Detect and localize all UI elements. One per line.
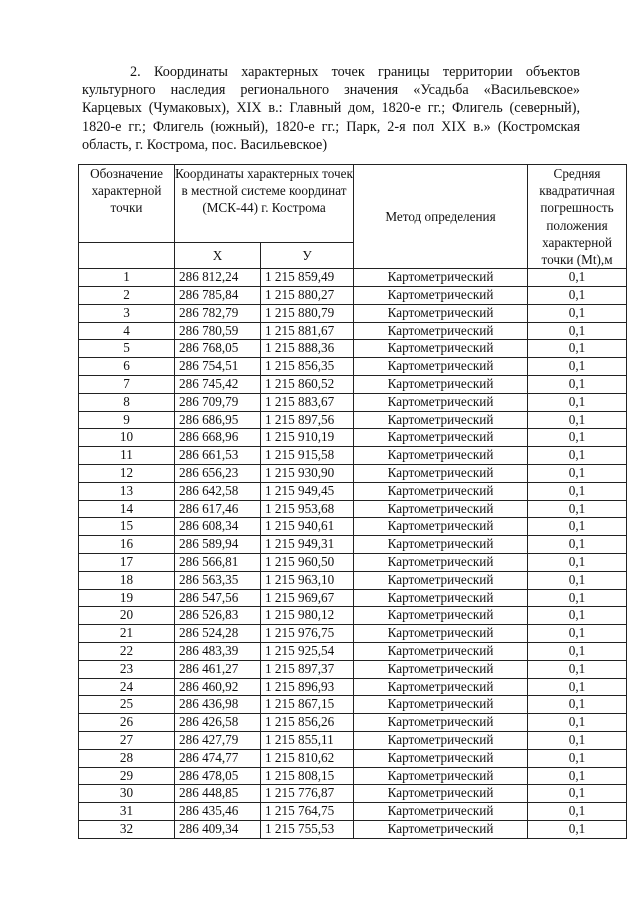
x-coordinate: 286 426,58 bbox=[175, 714, 261, 732]
table-row bbox=[79, 589, 627, 607]
x-coordinate: 286 661,53 bbox=[175, 447, 261, 465]
point-number: 5 bbox=[79, 340, 175, 358]
col-header-point-blank bbox=[79, 243, 175, 269]
table-row bbox=[79, 340, 627, 358]
method-cell: Картометрический bbox=[354, 358, 528, 376]
x-coordinate: 286 460,92 bbox=[175, 678, 261, 696]
method-cell: Картометрический bbox=[354, 625, 528, 643]
x-coordinate: 286 608,34 bbox=[175, 518, 261, 536]
method-cell: Картометрический bbox=[354, 269, 528, 287]
coordinates-table bbox=[78, 164, 627, 839]
col-header-y: У bbox=[261, 243, 354, 269]
point-number: 27 bbox=[79, 731, 175, 749]
error-cell: 0,1 bbox=[528, 482, 627, 500]
method-cell: Картометрический bbox=[354, 447, 528, 465]
table-row bbox=[79, 269, 627, 287]
table-row bbox=[79, 358, 627, 376]
method-cell: Картометрический bbox=[354, 393, 528, 411]
point-number: 2 bbox=[79, 287, 175, 305]
point-number: 20 bbox=[79, 607, 175, 625]
point-number: 24 bbox=[79, 678, 175, 696]
x-coordinate: 286 436,98 bbox=[175, 696, 261, 714]
method-cell: Картометрический bbox=[354, 464, 528, 482]
x-coordinate: 286 668,96 bbox=[175, 429, 261, 447]
x-coordinate: 286 656,23 bbox=[175, 464, 261, 482]
point-number: 32 bbox=[79, 820, 175, 838]
y-coordinate: 1 215 860,52 bbox=[261, 376, 354, 394]
error-cell: 0,1 bbox=[528, 714, 627, 732]
error-cell: 0,1 bbox=[528, 696, 627, 714]
point-number: 16 bbox=[79, 536, 175, 554]
x-coordinate: 286 435,46 bbox=[175, 803, 261, 821]
table-row bbox=[79, 304, 627, 322]
x-coordinate: 286 589,94 bbox=[175, 536, 261, 554]
point-number: 21 bbox=[79, 625, 175, 643]
error-cell: 0,1 bbox=[528, 625, 627, 643]
point-number: 15 bbox=[79, 518, 175, 536]
y-coordinate: 1 215 859,49 bbox=[261, 269, 354, 287]
method-cell: Картометрический bbox=[354, 749, 528, 767]
error-cell: 0,1 bbox=[528, 731, 627, 749]
y-coordinate: 1 215 940,61 bbox=[261, 518, 354, 536]
error-cell: 0,1 bbox=[528, 358, 627, 376]
error-cell: 0,1 bbox=[528, 589, 627, 607]
point-number: 29 bbox=[79, 767, 175, 785]
error-cell: 0,1 bbox=[528, 571, 627, 589]
x-coordinate: 286 524,28 bbox=[175, 625, 261, 643]
section-heading-text: 2. Координаты характерных точек границы территории объектов культурного наследия регионального значения «Усадьба «Васильевское» Карцевых (Чумаковых), XIX в.: Главный дом, 1820-е гг.; Флигель (северный), 1820-е гг.; Флигель (южный), 1820-е гг.; Парк, 2-я пол XIX в.» (Костромская область, г. Кострома, пос. Васильевское) bbox=[82, 64, 580, 153]
point-number: 28 bbox=[79, 749, 175, 767]
point-number: 8 bbox=[79, 393, 175, 411]
method-cell: Картометрический bbox=[354, 767, 528, 785]
y-coordinate: 1 215 808,15 bbox=[261, 767, 354, 785]
method-cell: Картометрический bbox=[354, 536, 528, 554]
point-number: 3 bbox=[79, 304, 175, 322]
y-coordinate: 1 215 883,67 bbox=[261, 393, 354, 411]
method-cell: Картометрический bbox=[354, 429, 528, 447]
x-coordinate: 286 782,79 bbox=[175, 304, 261, 322]
table-row bbox=[79, 607, 627, 625]
method-cell: Картометрический bbox=[354, 500, 528, 518]
table-row bbox=[79, 536, 627, 554]
error-cell: 0,1 bbox=[528, 607, 627, 625]
method-cell: Картометрический bbox=[354, 731, 528, 749]
point-number: 14 bbox=[79, 500, 175, 518]
point-number: 23 bbox=[79, 660, 175, 678]
section-heading bbox=[82, 63, 580, 154]
x-coordinate: 286 745,42 bbox=[175, 376, 261, 394]
x-coordinate: 286 617,46 bbox=[175, 500, 261, 518]
y-coordinate: 1 215 856,35 bbox=[261, 358, 354, 376]
method-cell: Картометрический bbox=[354, 803, 528, 821]
point-number: 9 bbox=[79, 411, 175, 429]
y-coordinate: 1 215 976,75 bbox=[261, 625, 354, 643]
x-coordinate: 286 709,79 bbox=[175, 393, 261, 411]
table-row bbox=[79, 429, 627, 447]
method-cell: Картометрический bbox=[354, 376, 528, 394]
x-coordinate: 286 483,39 bbox=[175, 642, 261, 660]
point-number: 18 bbox=[79, 571, 175, 589]
table-row bbox=[79, 785, 627, 803]
table-row bbox=[79, 696, 627, 714]
x-coordinate: 286 409,34 bbox=[175, 820, 261, 838]
y-coordinate: 1 215 880,79 bbox=[261, 304, 354, 322]
table-body bbox=[79, 269, 627, 839]
x-coordinate: 286 566,81 bbox=[175, 553, 261, 571]
y-coordinate: 1 215 896,93 bbox=[261, 678, 354, 696]
table-row bbox=[79, 731, 627, 749]
method-cell: Картометрический bbox=[354, 785, 528, 803]
table-row bbox=[79, 518, 627, 536]
x-coordinate: 286 563,35 bbox=[175, 571, 261, 589]
table-row bbox=[79, 749, 627, 767]
point-number: 22 bbox=[79, 642, 175, 660]
y-coordinate: 1 215 949,31 bbox=[261, 536, 354, 554]
error-cell: 0,1 bbox=[528, 749, 627, 767]
method-cell: Картометрический bbox=[354, 571, 528, 589]
x-coordinate: 286 780,59 bbox=[175, 322, 261, 340]
x-coordinate: 286 526,83 bbox=[175, 607, 261, 625]
y-coordinate: 1 215 915,58 bbox=[261, 447, 354, 465]
point-number: 4 bbox=[79, 322, 175, 340]
table-row bbox=[79, 447, 627, 465]
error-cell: 0,1 bbox=[528, 803, 627, 821]
table-row bbox=[79, 625, 627, 643]
error-cell: 0,1 bbox=[528, 500, 627, 518]
error-cell: 0,1 bbox=[528, 518, 627, 536]
y-coordinate: 1 215 888,36 bbox=[261, 340, 354, 358]
col-header-point: Обозначение характерной точки bbox=[79, 165, 175, 243]
error-cell: 0,1 bbox=[528, 767, 627, 785]
y-coordinate: 1 215 969,67 bbox=[261, 589, 354, 607]
table-row bbox=[79, 767, 627, 785]
y-coordinate: 1 215 776,87 bbox=[261, 785, 354, 803]
y-coordinate: 1 215 963,10 bbox=[261, 571, 354, 589]
y-coordinate: 1 215 867,15 bbox=[261, 696, 354, 714]
x-coordinate: 286 461,27 bbox=[175, 660, 261, 678]
x-coordinate: 286 812,24 bbox=[175, 269, 261, 287]
method-cell: Картометрический bbox=[354, 660, 528, 678]
table-row bbox=[79, 287, 627, 305]
table-row bbox=[79, 714, 627, 732]
x-coordinate: 286 427,79 bbox=[175, 731, 261, 749]
y-coordinate: 1 215 881,67 bbox=[261, 322, 354, 340]
point-number: 31 bbox=[79, 803, 175, 821]
point-number: 19 bbox=[79, 589, 175, 607]
table-row bbox=[79, 500, 627, 518]
point-number: 12 bbox=[79, 464, 175, 482]
error-cell: 0,1 bbox=[528, 393, 627, 411]
x-coordinate: 286 478,05 bbox=[175, 767, 261, 785]
col-header-x: Х bbox=[175, 243, 261, 269]
x-coordinate: 286 686,95 bbox=[175, 411, 261, 429]
y-coordinate: 1 215 764,75 bbox=[261, 803, 354, 821]
y-coordinate: 1 215 880,27 bbox=[261, 287, 354, 305]
error-cell: 0,1 bbox=[528, 376, 627, 394]
error-cell: 0,1 bbox=[528, 464, 627, 482]
table-row bbox=[79, 482, 627, 500]
x-coordinate: 286 642,58 bbox=[175, 482, 261, 500]
method-cell: Картометрический bbox=[354, 607, 528, 625]
error-cell: 0,1 bbox=[528, 429, 627, 447]
col-header-method: Метод определения bbox=[354, 165, 528, 269]
method-cell: Картометрический bbox=[354, 411, 528, 429]
error-cell: 0,1 bbox=[528, 660, 627, 678]
error-cell: 0,1 bbox=[528, 269, 627, 287]
method-cell: Картометрический bbox=[354, 589, 528, 607]
y-coordinate: 1 215 855,11 bbox=[261, 731, 354, 749]
table-row bbox=[79, 411, 627, 429]
table-row bbox=[79, 393, 627, 411]
error-cell: 0,1 bbox=[528, 340, 627, 358]
error-cell: 0,1 bbox=[528, 322, 627, 340]
method-cell: Картометрический bbox=[354, 553, 528, 571]
table-row bbox=[79, 464, 627, 482]
table-row bbox=[79, 820, 627, 838]
y-coordinate: 1 215 856,26 bbox=[261, 714, 354, 732]
point-number: 25 bbox=[79, 696, 175, 714]
y-coordinate: 1 215 810,62 bbox=[261, 749, 354, 767]
point-number: 13 bbox=[79, 482, 175, 500]
table-row bbox=[79, 571, 627, 589]
table-row bbox=[79, 678, 627, 696]
method-cell: Картометрический bbox=[354, 820, 528, 838]
method-cell: Картометрический bbox=[354, 642, 528, 660]
y-coordinate: 1 215 980,12 bbox=[261, 607, 354, 625]
method-cell: Картометрический bbox=[354, 678, 528, 696]
x-coordinate: 286 785,84 bbox=[175, 287, 261, 305]
x-coordinate: 286 754,51 bbox=[175, 358, 261, 376]
error-cell: 0,1 bbox=[528, 287, 627, 305]
method-cell: Картометрический bbox=[354, 340, 528, 358]
table-row bbox=[79, 660, 627, 678]
x-coordinate: 286 768,05 bbox=[175, 340, 261, 358]
method-cell: Картометрический bbox=[354, 304, 528, 322]
col-header-error: Средняя квадратичная погрешность положения характерной точки (Mt),м bbox=[528, 165, 627, 269]
point-number: 26 bbox=[79, 714, 175, 732]
method-cell: Картометрический bbox=[354, 322, 528, 340]
error-cell: 0,1 bbox=[528, 642, 627, 660]
error-cell: 0,1 bbox=[528, 553, 627, 571]
method-cell: Картометрический bbox=[354, 696, 528, 714]
table-row bbox=[79, 553, 627, 571]
y-coordinate: 1 215 925,54 bbox=[261, 642, 354, 660]
error-cell: 0,1 bbox=[528, 820, 627, 838]
y-coordinate: 1 215 953,68 bbox=[261, 500, 354, 518]
point-number: 11 bbox=[79, 447, 175, 465]
table-row bbox=[79, 376, 627, 394]
x-coordinate: 286 474,77 bbox=[175, 749, 261, 767]
table-row bbox=[79, 803, 627, 821]
y-coordinate: 1 215 897,37 bbox=[261, 660, 354, 678]
method-cell: Картометрический bbox=[354, 482, 528, 500]
point-number: 7 bbox=[79, 376, 175, 394]
error-cell: 0,1 bbox=[528, 678, 627, 696]
point-number: 17 bbox=[79, 553, 175, 571]
point-number: 10 bbox=[79, 429, 175, 447]
method-cell: Картометрический bbox=[354, 518, 528, 536]
error-cell: 0,1 bbox=[528, 536, 627, 554]
error-cell: 0,1 bbox=[528, 447, 627, 465]
y-coordinate: 1 215 930,90 bbox=[261, 464, 354, 482]
table-row bbox=[79, 642, 627, 660]
error-cell: 0,1 bbox=[528, 304, 627, 322]
table-row bbox=[79, 322, 627, 340]
x-coordinate: 286 448,85 bbox=[175, 785, 261, 803]
error-cell: 0,1 bbox=[528, 411, 627, 429]
y-coordinate: 1 215 755,53 bbox=[261, 820, 354, 838]
y-coordinate: 1 215 910,19 bbox=[261, 429, 354, 447]
method-cell: Картометрический bbox=[354, 714, 528, 732]
y-coordinate: 1 215 949,45 bbox=[261, 482, 354, 500]
point-number: 1 bbox=[79, 269, 175, 287]
y-coordinate: 1 215 960,50 bbox=[261, 553, 354, 571]
y-coordinate: 1 215 897,56 bbox=[261, 411, 354, 429]
method-cell: Картометрический bbox=[354, 287, 528, 305]
point-number: 6 bbox=[79, 358, 175, 376]
point-number: 30 bbox=[79, 785, 175, 803]
col-header-coordinates: Координаты характерных точек в местной системе координат (МСК-44) г. Кострома bbox=[175, 165, 354, 243]
error-cell: 0,1 bbox=[528, 785, 627, 803]
x-coordinate: 286 547,56 bbox=[175, 589, 261, 607]
